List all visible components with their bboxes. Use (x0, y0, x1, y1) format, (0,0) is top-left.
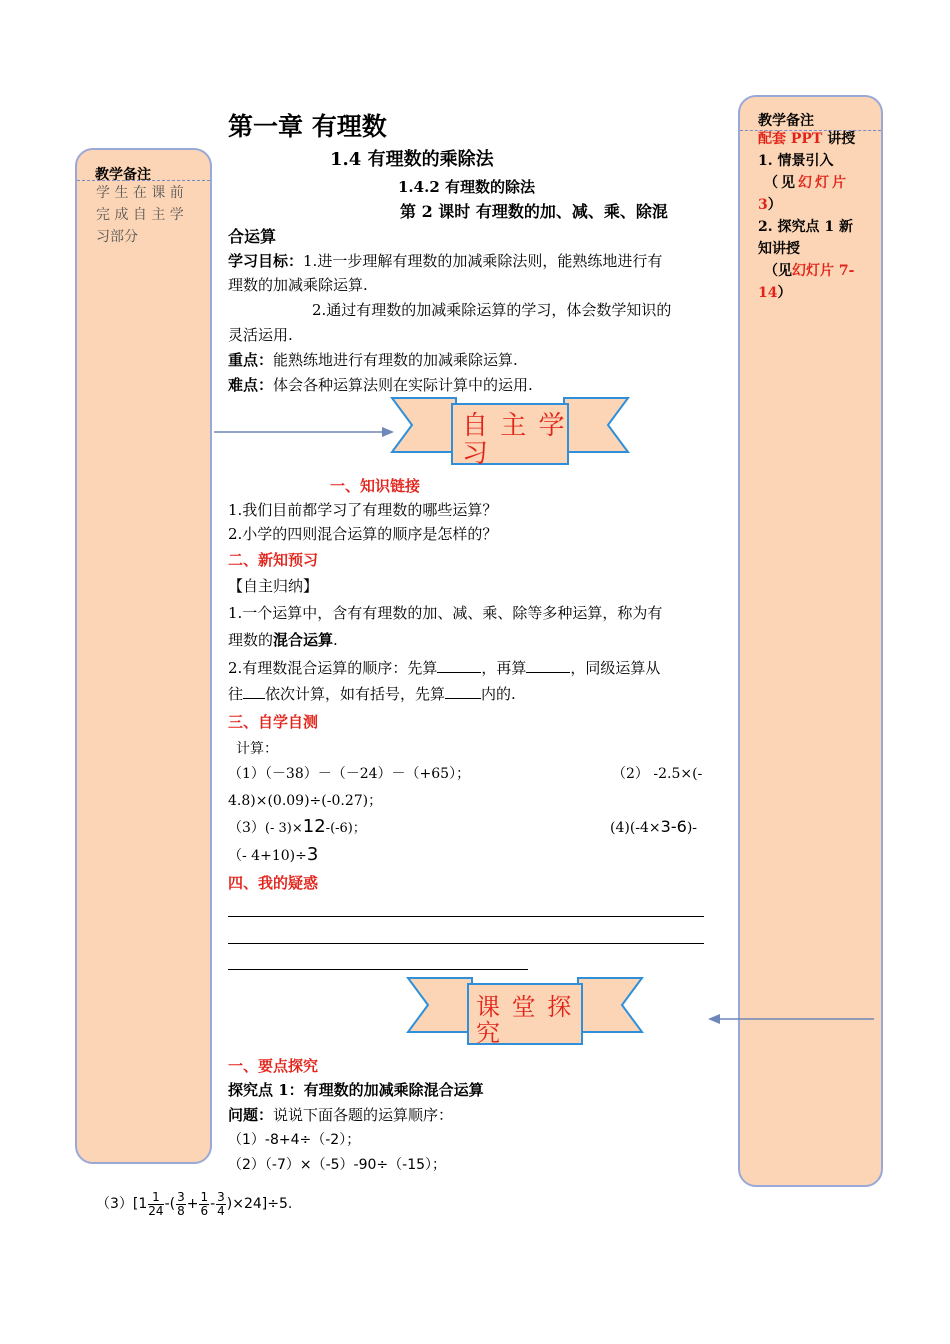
answer-line (228, 916, 704, 917)
exercise-4-cont: （- 4+10)÷3 (228, 844, 319, 865)
fraction: $\frac{1}{24}$ (148, 1189, 164, 1218)
objective-1-cont: 理数的加减乘除运算. (228, 276, 368, 294)
preview-p1-cont: 理数的混合运算. (228, 631, 338, 649)
arrow-right-icon (214, 424, 396, 440)
fraction: $\frac{3}{8}$ (177, 1189, 185, 1218)
section-key-explore: 一、要点探究 (228, 1057, 319, 1075)
section-self-test: 三、自学自测 (228, 713, 319, 731)
preview-p2-cont: 往 依次计算，如有括号，先算 内的. (228, 682, 516, 706)
right-note-item1-sub: （见幻灯片 (764, 175, 849, 191)
difficult-point: 难点：体会各种运算法则在实际计算中的运用. (228, 376, 533, 394)
banner-self-study: 自 主 学 习 (462, 411, 567, 469)
section-title: 1.4 有理数的乘除法 (330, 149, 494, 170)
exercise-2: （2） -2.5×(- (612, 766, 703, 782)
exercise-4: (4)(-4×3-6)- (610, 817, 698, 836)
blank-field (526, 656, 570, 673)
preview-p1: 1.一个运算中，含有有理数的加、减、乘、除等多种运算，称为有 (228, 604, 663, 622)
question-prompt: 问题：说说下面各题的运算顺序： (228, 1106, 454, 1124)
right-note-item2-sub: （见幻灯片 7- (764, 263, 855, 279)
banner-class-explore: 课 堂 探 究 (476, 993, 574, 1047)
right-note-item1-sub2: 3） (758, 197, 782, 213)
subsection-title: 1.4.2 有理数的除法 (398, 178, 535, 196)
section-preview: 二、新知预习 (228, 551, 319, 569)
chapter-title: 第一章 有理数 (228, 112, 387, 141)
calc-label: 计算： (236, 741, 278, 757)
exercise-1: （1）（－38）－（－24）－（+65）； (228, 766, 471, 782)
explore-point-1: 探究点 1：有理数的加减乘除混合运算 (228, 1081, 484, 1099)
item-1: （1）-8+4÷（-2）； (228, 1132, 361, 1148)
right-note-item2b: 知讲授 (758, 241, 800, 257)
left-note-panel (75, 148, 212, 1164)
section-knowledge-link: 一、知识链接 (330, 477, 421, 495)
objective-2: 2.通过有理数的加减乘除运算的学习，体会数学知识的 (312, 301, 672, 319)
objective-1: 学习目标：1.进一步理解有理数的加减乘除法则，能熟练地进行有 (228, 252, 663, 270)
fraction: $\frac{1}{6}$ (200, 1189, 209, 1218)
self-summary: 【自主归纳】 (228, 577, 319, 595)
question-2: 2.小学的四则混合运算的顺序是怎样的？ (228, 525, 498, 543)
fraction: $\frac{3}{4}$ (217, 1189, 225, 1218)
section-doubts: 四、我的疑惑 (228, 874, 319, 892)
right-note-title: 教学备注 (758, 113, 814, 129)
lesson-title: 第 2 课时 有理数的加、减、乘、除混 (400, 202, 668, 221)
left-note-line: 学 生 在 课 前 (96, 185, 184, 201)
item-3: （3）[1 $\frac{1}{24}$ -( $\frac{3}{8}$ + $\frac{1}{6}$ - $\frac{3}{4}$ )×24]÷5. (96, 1189, 293, 1218)
right-note-ppt: 配套 PPT 讲授 (758, 131, 856, 147)
key-point: 重点：能熟练地进行有理数的加减乘除运算. (228, 351, 518, 369)
blank-field (437, 656, 481, 673)
right-note-item2-sub2: 14） (758, 285, 792, 301)
exercise-2-cont: 4.8)×(0.09)÷(-0.27)； (228, 793, 383, 809)
lesson-title-cont: 合运算 (228, 227, 277, 246)
question-1: 1.我们目前都学习了有理数的哪些运算？ (228, 501, 498, 519)
answer-line (228, 969, 528, 970)
right-note-item2a: 2. 探究点 1 新 (758, 219, 853, 235)
blank-field (243, 682, 265, 699)
blank-field (445, 682, 481, 699)
exercise-3: （3）(- 3)×12-(-6)； (228, 816, 366, 837)
arrow-left-icon (706, 1011, 876, 1027)
objective-2-cont: 灵活运用. (228, 326, 293, 344)
preview-p2: 2.有理数混合运算的顺序：先算 ，再算 ，同级运算从 (228, 656, 660, 680)
answer-line (228, 943, 704, 944)
right-note-item1: 1. 情景引入 (758, 153, 834, 169)
left-note-line: 完 成 自 主 学 (96, 207, 184, 223)
left-note-line: 习部分 (96, 229, 138, 245)
left-note-title: 教学备注 (95, 167, 151, 183)
item-2: （2）（-7）×（-5）-90÷（-15）； (228, 1157, 447, 1173)
